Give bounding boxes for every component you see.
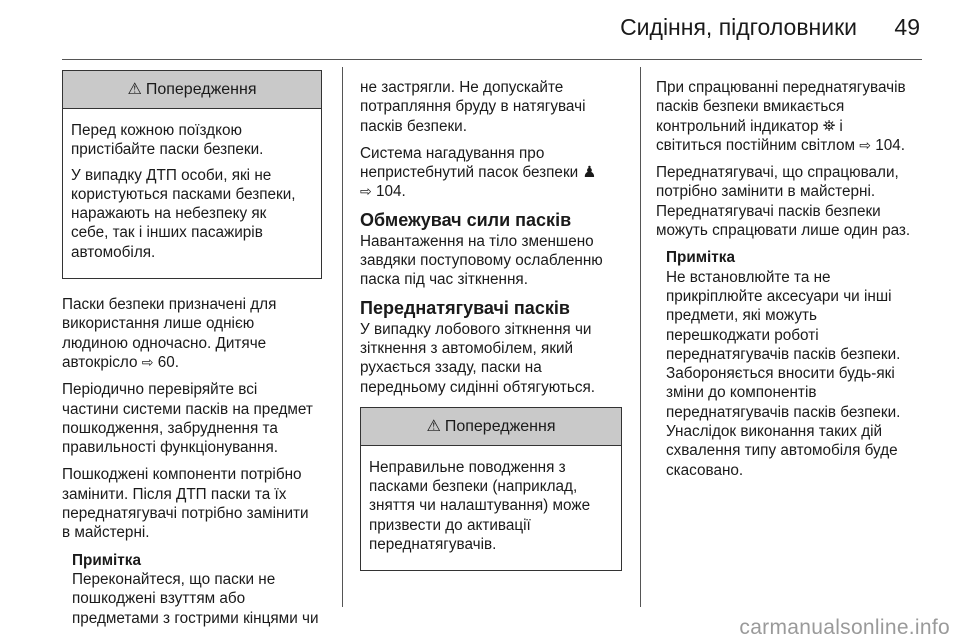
page-ref-icon: ⇨	[141, 353, 154, 370]
warning-box-1	[62, 70, 322, 279]
warning-box-2	[360, 407, 622, 571]
paragraph: У випадку лобового зіткнення чи зіткнення з автомобілем, який рухається ззаду, паски на передньому сидінні обтягуються.	[360, 320, 596, 396]
page-ref-icon: ⇨	[360, 183, 372, 200]
warning-icon: ⚠	[127, 80, 142, 98]
paragraph: Пошкоджені компоненти потрібно замінити. Після ДТП паски та їх переднатягувачі потрібно замінити в майстерні.	[62, 466, 309, 542]
note	[666, 248, 936, 480]
paragraph: При спрацюванні переднатягувачів пасків безпеки вмикається контрольний індикатор ⛯ і світиться постійним світлом ⇨ 104.	[656, 79, 906, 154]
watermark: carmanualsonline.info	[739, 616, 950, 639]
page-number: 49	[894, 14, 920, 40]
page-title: Сидіння, підголовники	[620, 14, 857, 40]
warning-title: Попередження	[145, 80, 257, 98]
warning-header	[63, 71, 321, 109]
seatbelt-icon: ♟	[582, 164, 597, 182]
column-divider-2	[640, 67, 641, 607]
column-3	[656, 78, 936, 488]
page-ref-icon: ⇨	[859, 136, 871, 153]
note-label: Примітка	[72, 551, 141, 569]
column-1	[62, 70, 322, 636]
column-2	[360, 78, 622, 587]
note	[72, 551, 322, 628]
note-text: Переконайтеся, що паски не пошкоджені взуттям або предметами з гострими кінцями чи	[72, 570, 319, 627]
warning-text: Перед кожною поїздкою пристібайте паски безпеки.	[71, 122, 264, 159]
airbag-indicator-icon: ⛯	[822, 117, 836, 135]
paragraph: Система нагадування про непристебнутий пасок безпеки ♟ ⇨ 104.	[360, 144, 597, 201]
warning-text: У випадку ДТП особи, які не користуються пасками безпеки, наражають на небезпеку як себе, так і інших пасажирів автомобіля.	[71, 166, 296, 261]
note-label: Примітка	[666, 249, 735, 267]
paragraph: Навантаження на тіло зменшено завдяки поступовому ослабленню паска під час зіткнення.	[360, 232, 603, 289]
paragraph: Паски безпеки призначені для використання лише однією людиною одночасно. Дитяче автокрісло ⇨ 60.	[62, 296, 277, 371]
warning-icon: ⚠	[426, 417, 441, 435]
warning-header	[361, 408, 621, 446]
paragraph: не застрягли. Не допускайте потрапляння бруду в натягувачі пасків безпеки.	[360, 79, 586, 135]
section-heading: Обмежувач сили пасків	[360, 209, 572, 230]
column-divider-1	[342, 67, 343, 607]
section-heading: Переднатягувачі пасків	[360, 297, 570, 318]
warning-title: Попередження	[444, 417, 556, 435]
note-text: Не встановлюйте та не прикріплюйте аксесуари чи інші предмети, які можуть перешкоджати роботі переднатягувачів пасків безпеки. Забороняється вносити будь-які зміни до компонентів переднатягувачів пасків безпеки. Унаслідок виконання таких дій схвалення типу автомобіля буде скасовано.	[666, 268, 901, 479]
paragraph: Переднатягувачі, що спрацювали, потрібно замінити в майстерні. Переднатягувачі пасків безпеки можуть спрацювати лише один раз.	[656, 164, 911, 240]
paragraph: Періодично перевіряйте всі частини системи пасків на предмет пошкодження, забруднення та правильності функціонування.	[62, 381, 313, 457]
warning-text: Неправильне поводження з пасками безпеки (наприклад, зняття чи налаштування) може призвести до активації переднатягувачів.	[369, 458, 591, 554]
header-rule	[62, 59, 922, 60]
